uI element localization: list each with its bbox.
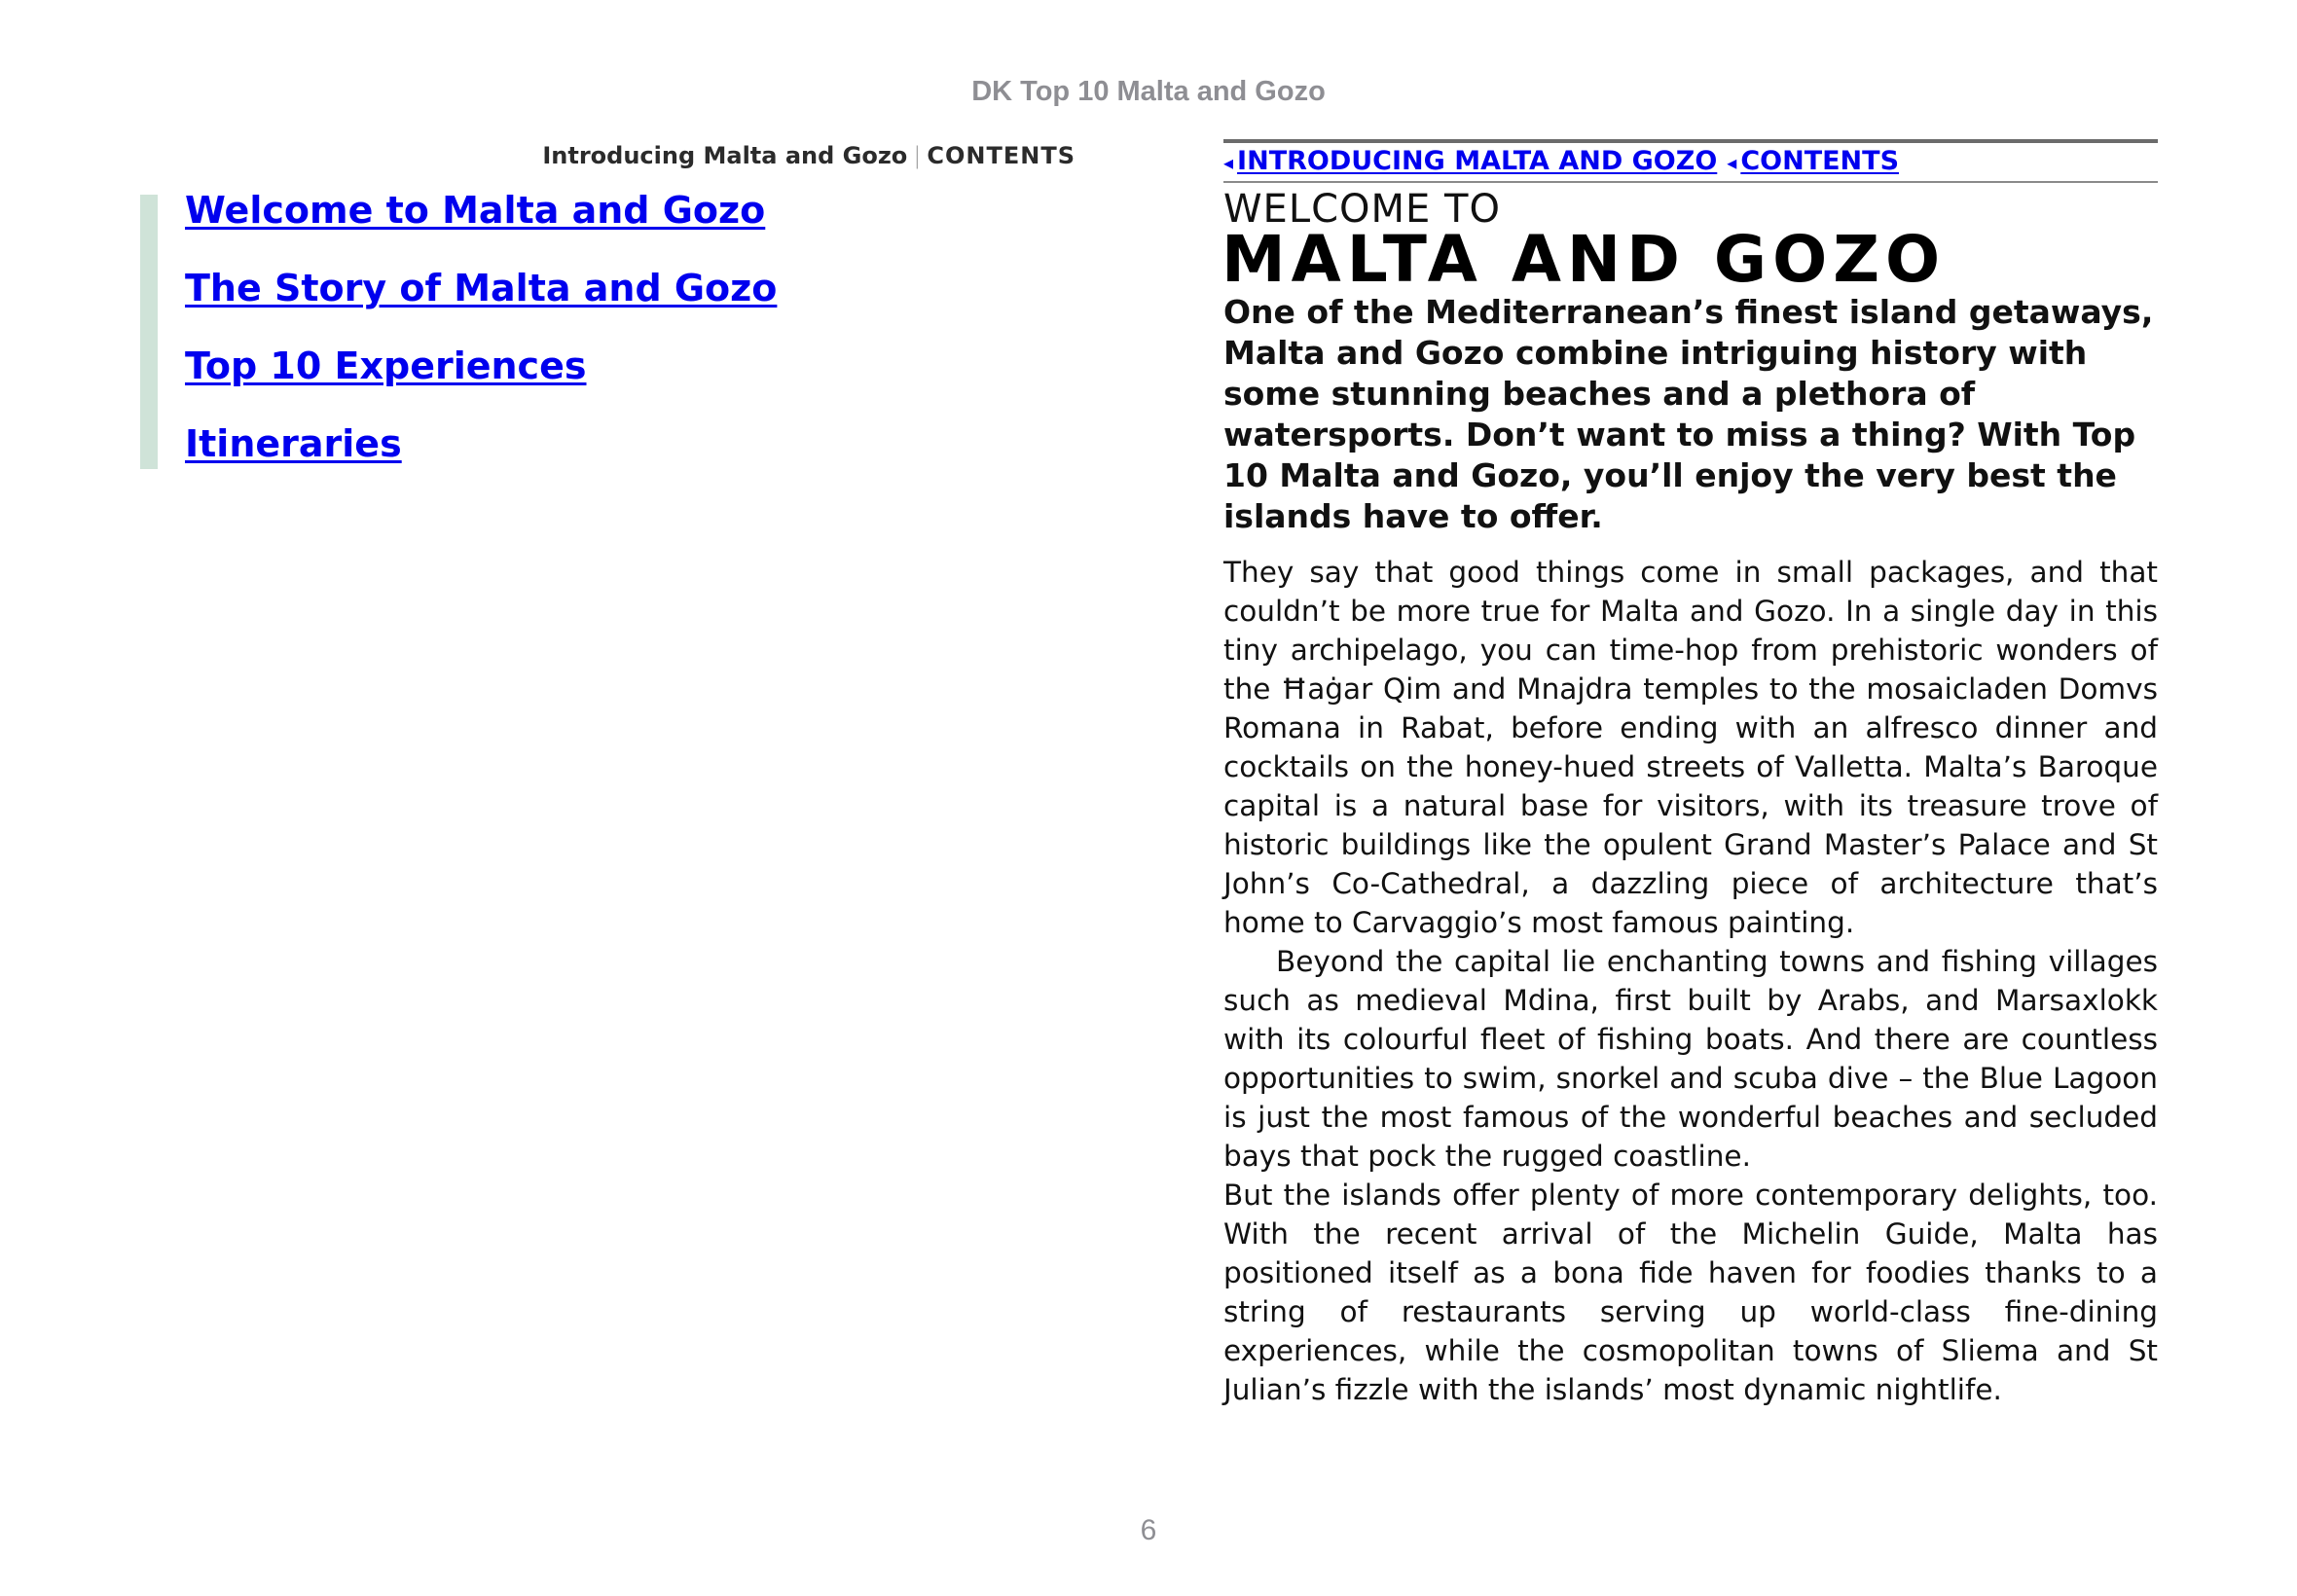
toc-item: [185, 345, 777, 422]
nav-rule-bottom: [1223, 181, 2158, 183]
running-header-separator: |: [913, 142, 922, 169]
page-number: 6: [1140, 1514, 1157, 1546]
body-paragraph-1: They say that good things come in small packages, and that couldn’t be more true for Malta and Gozo. In a single day in this tiny archipelago, you can time-hop from prehistoric wonders of the Ħaġar Qim and Mnajdra temples to the mosaicladen Domvs Romana in Rabat, before ending with an alfresco dinner and cocktails on the honey-hued streets of Valletta. Malta’s Baroque capital is a natural base for visitors, with its treasure trove of historic buildings like the opulent Grand Master’s Palace and St John’s Co-Cathedral, a dazzling piece of architecture that’s home to Carvaggio’s most famous painting.: [1223, 556, 2158, 939]
body-paragraph-3: But the islands offer plenty of more contemporary delights, too. With the recent arrival of the Michelin Guide, Malta has positioned itself as a bona fide haven for foodies thanks to a string of restaurants serving up world-class fine-dining experiences, while the cosmopolitan towns of Sliema and St Julian’s fizzle with the islands’ most dynamic nightlife.: [1223, 1179, 2158, 1406]
body-text: [1223, 553, 2158, 1409]
toc-item: [185, 422, 777, 500]
toc-link-top-10-experiences[interactable]: Top 10 Experiences: [185, 345, 587, 387]
left-running-header: [526, 142, 1076, 169]
nav-rule-top: [1223, 139, 2158, 143]
toc-accent-bar: [140, 195, 158, 469]
chapter-heading-big: MALTA AND GOZO: [1221, 222, 1947, 297]
running-header-section: Introducing Malta and Gozo: [542, 142, 908, 169]
toc-link-story[interactable]: The Story of Malta and Gozo: [185, 267, 778, 309]
toc-list: [185, 189, 777, 500]
running-header-contents: CONTENTS: [927, 142, 1076, 169]
toc-item: [185, 189, 777, 267]
breadcrumb-contents-link[interactable]: CONTENTS: [1740, 146, 1900, 176]
chapter-heading-small: WELCOME TO: [1223, 187, 1501, 232]
intro-paragraph: One of the Mediterranean’s finest island getaways, Malta and Gozo combine intriguing history with some stunning beaches and a plethora of watersports. Don’t want to miss a thing? With Top 10 Malta and Gozo, you’ll enjoy the very best the islands have to offer.: [1223, 293, 2154, 535]
back-arrow-icon: ◂: [1727, 151, 1737, 174]
breadcrumb-nav: [1223, 146, 1899, 179]
toc-item: [185, 267, 777, 345]
toc-link-welcome[interactable]: Welcome to Malta and Gozo: [185, 189, 766, 232]
breadcrumb-section-link[interactable]: INTRODUCING MALTA AND GOZO: [1237, 146, 1718, 176]
back-arrow-icon: ◂: [1223, 151, 1234, 174]
toc-link-itineraries[interactable]: Itineraries: [185, 422, 402, 465]
book-title: DK Top 10 Malta and Gozo: [971, 76, 1326, 107]
body-paragraph-2: Beyond the capital lie enchanting towns and fishing villages such as medieval Mdina, first built by Arabs, and Marsaxlokk with its colourful fleet of fishing boats. And there are countless opportunities to swim, snorkel and scuba dive – the Blue Lagoon is just the most famous of the wonderful beaches and secluded bays that pock the rugged coastline.: [1223, 945, 2158, 1173]
